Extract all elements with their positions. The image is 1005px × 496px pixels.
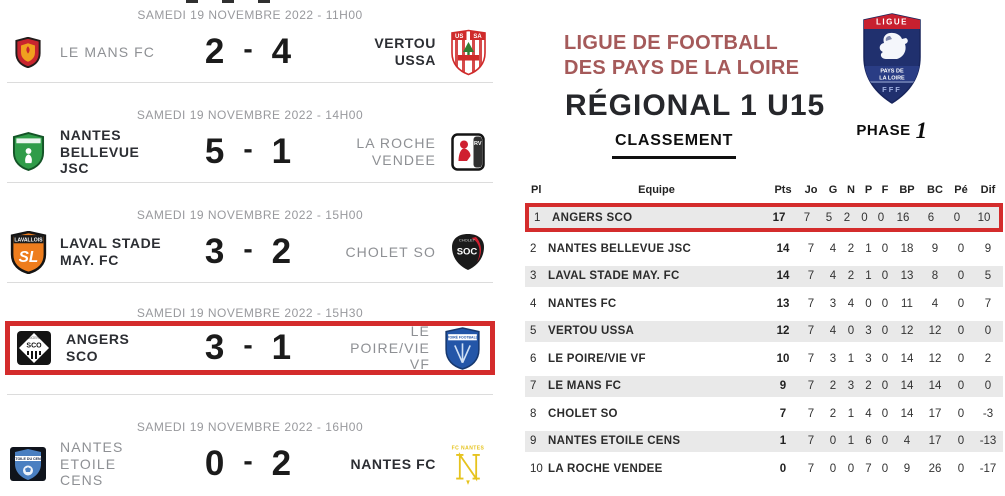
svg-text:US: US xyxy=(454,33,463,40)
rank-cell: 8 xyxy=(530,407,537,420)
away-team-name: CHOLET SO xyxy=(345,243,436,260)
stat-cell: 4 xyxy=(847,297,855,310)
stat-cell: 0 xyxy=(881,407,889,420)
match-divider xyxy=(7,394,493,395)
match-block xyxy=(0,412,500,496)
away-team xyxy=(332,29,488,76)
score-separator: - xyxy=(243,33,253,64)
svg-text:SL: SL xyxy=(18,248,38,266)
table-row xyxy=(525,376,1003,397)
stat-cell: 0 xyxy=(984,325,992,337)
fc-nantes-badge xyxy=(448,440,488,488)
rank-cell: 10 xyxy=(530,462,543,475)
stat-cell: 12 xyxy=(928,352,942,365)
stat-cell: 2 xyxy=(847,270,855,282)
stat-cell: 7 xyxy=(807,462,815,475)
stat-cell: 3 xyxy=(847,380,855,392)
stat-cell: 1 xyxy=(865,270,872,282)
stat-cell: 7 xyxy=(807,352,815,365)
stat-cell: 0 xyxy=(881,462,889,475)
home-score: 0 xyxy=(204,444,225,483)
svg-text:POIRÉ FOOTBALL: POIRÉ FOOTBALL xyxy=(446,335,478,340)
stat-cell: 7 xyxy=(807,242,815,255)
competition-title: RÉGIONAL 1 U15 xyxy=(565,89,826,122)
table-header-f: F xyxy=(881,184,889,196)
table-header-p: P xyxy=(864,184,873,196)
svg-text:SOC: SOC xyxy=(456,246,478,258)
phase-label: PHASE 1 xyxy=(856,118,928,143)
stat-cell: 0 xyxy=(953,211,961,224)
stat-cell: 14 xyxy=(776,270,790,282)
away-team xyxy=(332,323,482,373)
logo-region-line1: PAYS DE xyxy=(880,68,904,75)
stat-cell: 4 xyxy=(829,242,837,255)
stat-cell: 16 xyxy=(896,211,910,224)
stat-cell: 4 xyxy=(829,270,837,282)
home-team xyxy=(8,231,164,274)
table-row xyxy=(525,403,1003,424)
stat-cell: 7 xyxy=(807,435,815,447)
table-header-jo: Jo xyxy=(804,184,818,196)
match-date: SAMEDI 19 NOVEMBRE 2022 - 14H00 xyxy=(136,108,364,122)
le-poire-vie-vf-badge xyxy=(442,327,482,370)
svg-text:SCO: SCO xyxy=(26,342,42,350)
logo-region-line2: LA LOIRE xyxy=(879,75,905,82)
table-body xyxy=(525,203,1003,479)
table-row xyxy=(525,348,1003,369)
stat-cell: 0 xyxy=(957,407,965,420)
stat-cell: 7 xyxy=(807,297,815,310)
match-block xyxy=(0,300,500,412)
table-header-pé: Pé xyxy=(954,184,968,196)
league-logo xyxy=(850,12,934,144)
angers-sco-badge xyxy=(14,330,54,366)
stat-cell: 7 xyxy=(807,407,815,420)
home-team xyxy=(14,330,164,366)
team-name-cell: NANTES ETOILE CENS xyxy=(548,435,681,447)
stat-cell: 7 xyxy=(807,325,815,337)
match-row xyxy=(0,225,500,279)
stat-cell: 6 xyxy=(927,211,935,224)
stat-cell: 7 xyxy=(803,211,811,224)
rank-cell: 7 xyxy=(530,380,537,392)
table-header-bp: BP xyxy=(899,184,915,196)
stat-cell: 2 xyxy=(865,380,872,392)
home-score: 5 xyxy=(204,132,225,171)
stat-cell: 0 xyxy=(957,270,965,282)
team-name-cell: VERTOU USSA xyxy=(548,325,635,337)
stat-cell: 7 xyxy=(865,462,872,475)
table-header-n: N xyxy=(847,184,855,196)
stat-cell: -17 xyxy=(979,462,997,475)
stat-cell: 7 xyxy=(807,270,815,282)
stat-cell: 0 xyxy=(847,462,855,475)
home-team-name: LAVAL STADE MAY. FC xyxy=(60,235,162,268)
nantes-bellevue-jsc-badge xyxy=(8,131,48,172)
away-score: 1 xyxy=(271,328,292,367)
away-team-name: LE POIRE/VIE VF xyxy=(350,322,430,373)
team-name-cell: NANTES FC xyxy=(548,297,617,310)
table-row xyxy=(525,458,1003,479)
svg-text:CHOLET: CHOLET xyxy=(458,237,476,243)
table-row xyxy=(525,321,1003,342)
team-name-cell: CHOLET SO xyxy=(548,407,618,420)
svg-text:RV: RV xyxy=(474,141,482,147)
stat-cell: 12 xyxy=(900,325,914,337)
away-team xyxy=(332,133,488,171)
rank-cell: 4 xyxy=(530,297,537,310)
stat-cell: 7 xyxy=(807,380,815,392)
stat-cell: 5 xyxy=(984,270,992,282)
table-row xyxy=(525,266,1003,287)
phase-number: 1 xyxy=(915,118,928,143)
stat-cell: 14 xyxy=(900,380,914,392)
home-score: 3 xyxy=(204,328,225,367)
match-date: SAMEDI 19 NOVEMBRE 2022 - 11H00 xyxy=(137,8,363,22)
stat-cell: 13 xyxy=(900,270,914,282)
match-score xyxy=(164,232,332,272)
match-block xyxy=(0,200,500,300)
match-row xyxy=(0,125,500,179)
stat-cell: 0 xyxy=(957,380,965,392)
score-separator: - xyxy=(243,233,253,264)
away-score: 2 xyxy=(271,444,292,483)
match-score xyxy=(164,132,332,172)
match-divider xyxy=(7,182,493,183)
stat-cell: 9 xyxy=(779,380,787,392)
stat-cell: 6 xyxy=(865,435,872,447)
match-date: SAMEDI 19 NOVEMBRE 2022 - 15H30 xyxy=(136,306,364,320)
stat-cell: 5 xyxy=(825,211,833,224)
stat-cell: 0 xyxy=(829,462,837,475)
stat-cell: 0 xyxy=(881,352,889,365)
stat-cell: 0 xyxy=(881,297,889,310)
stat-cell: -13 xyxy=(979,435,997,447)
rank-cell: 2 xyxy=(530,242,537,255)
stat-cell: 17 xyxy=(928,407,942,420)
stat-cell: 1 xyxy=(779,435,787,447)
team-name-cell: LAVAL STADE MAY. FC xyxy=(548,270,680,282)
home-team xyxy=(8,127,164,177)
home-score: 3 xyxy=(204,232,225,271)
le-mans-fc-badge xyxy=(8,37,48,68)
match-divider xyxy=(7,82,493,83)
stat-cell: 2 xyxy=(984,352,992,365)
stat-cell: 1 xyxy=(847,435,855,447)
stat-cell: 0 xyxy=(847,325,855,337)
logo-fff-text: FFF xyxy=(882,85,902,94)
rank-cell: 9 xyxy=(530,435,537,447)
laval-stade-mayennais-fc-badge xyxy=(8,231,48,274)
stat-cell: 12 xyxy=(928,325,942,337)
table-row xyxy=(525,293,1003,314)
cholet-so-badge xyxy=(448,232,488,272)
team-name-cell: ANGERS SCO xyxy=(552,211,633,224)
stat-cell: 14 xyxy=(900,407,914,420)
match-list xyxy=(0,0,500,496)
stat-cell: 2 xyxy=(847,242,855,255)
stat-cell: 9 xyxy=(903,462,911,475)
stat-cell: 14 xyxy=(900,352,914,365)
stat-cell: 4 xyxy=(829,325,837,337)
table-header-dif: Dif xyxy=(980,184,996,196)
stat-cell: 26 xyxy=(928,462,942,475)
stat-cell: 3 xyxy=(865,325,872,337)
team-name-cell: LE MANS FC xyxy=(548,380,622,392)
stat-cell: 7 xyxy=(779,407,787,420)
stat-cell: 2 xyxy=(843,211,851,224)
match-block xyxy=(0,100,500,200)
fff-pays-de-la-loire-shield-icon xyxy=(860,12,924,106)
svg-text:ETOILE DU CENS: ETOILE DU CENS xyxy=(12,456,44,461)
stat-cell: 3 xyxy=(829,297,837,310)
stat-cell: 14 xyxy=(776,242,790,255)
rank-cell: 3 xyxy=(530,270,537,282)
match-date: SAMEDI 19 NOVEMBRE 2022 - 16H00 xyxy=(136,420,364,434)
stat-cell: 18 xyxy=(900,242,914,255)
team-name-cell: NANTES BELLEVUE JSC xyxy=(548,242,692,255)
home-team-name: ANGERS SCO xyxy=(66,331,130,364)
match-score xyxy=(164,32,332,72)
score-separator: - xyxy=(243,133,253,164)
stat-cell: 0 xyxy=(865,297,872,310)
league-title-line1: LIGUE DE FOOTBALL xyxy=(564,32,778,54)
away-team xyxy=(332,232,488,272)
stat-cell: 4 xyxy=(903,435,911,447)
stat-cell: 0 xyxy=(861,211,868,224)
stat-cell: 12 xyxy=(776,325,790,337)
stat-cell: 1 xyxy=(865,242,872,255)
stat-cell: 0 xyxy=(881,270,889,282)
match-score xyxy=(164,444,332,484)
home-team-name: LE MANS FC xyxy=(60,43,156,60)
away-score: 1 xyxy=(271,132,292,171)
svg-text:LAVALLOIS: LAVALLOIS xyxy=(13,237,43,244)
home-team xyxy=(8,439,164,489)
stat-cell: 0 xyxy=(957,297,965,310)
standings-table xyxy=(525,180,1003,486)
away-score: 2 xyxy=(271,232,292,271)
home-score: 2 xyxy=(204,32,225,71)
stat-cell: 11 xyxy=(901,297,913,310)
stat-cell: 4 xyxy=(931,297,939,310)
table-header-pts: Pts xyxy=(774,184,792,196)
league-title xyxy=(564,31,799,81)
stat-cell: 0 xyxy=(779,462,787,475)
stat-cell: 0 xyxy=(829,435,837,447)
away-team-name: LA ROCHE VENDEE xyxy=(356,135,436,168)
match-date: SAMEDI 19 NOVEMBRE 2022 - 15H00 xyxy=(136,208,364,222)
logo-band-text: LIGUE xyxy=(876,17,908,27)
stat-cell: 17 xyxy=(928,435,942,447)
stat-cell: -3 xyxy=(982,407,994,420)
stat-cell: 4 xyxy=(865,407,872,420)
vertou-ussa-badge xyxy=(448,29,488,76)
table-row xyxy=(525,238,1003,259)
stat-cell: 0 xyxy=(957,352,965,365)
match-row xyxy=(0,437,500,491)
standings-panel xyxy=(520,0,1005,496)
svg-text:SA: SA xyxy=(472,33,482,40)
stat-cell: 14 xyxy=(928,380,942,392)
stat-cell: 0 xyxy=(957,462,965,475)
away-team-name: VERTOU USSA xyxy=(374,35,436,68)
stat-cell: 3 xyxy=(865,352,872,365)
stat-cell: 1 xyxy=(847,352,855,365)
stat-cell: 1 xyxy=(847,407,855,420)
match-divider xyxy=(7,282,493,283)
table-header-equipe: Equipe xyxy=(638,184,675,196)
stat-cell: 9 xyxy=(931,242,939,255)
match-row xyxy=(0,25,500,79)
stat-cell: 17 xyxy=(772,211,786,224)
stat-cell: 10 xyxy=(776,352,790,365)
home-team-name: NANTES BELLEVUE JSC xyxy=(60,126,140,177)
table-header-pl: Pl xyxy=(531,184,542,196)
table-header-row xyxy=(525,180,1003,200)
results-panel xyxy=(0,0,500,496)
stat-cell: 10 xyxy=(977,211,991,224)
svg-text:ANGERS: ANGERS xyxy=(26,335,42,340)
league-title-line2: DES PAYS DE LA LOIRE xyxy=(564,57,800,79)
stat-cell: 3 xyxy=(829,352,837,365)
stat-cell: 0 xyxy=(984,380,992,392)
stat-cell: 8 xyxy=(931,270,939,282)
stat-cell: 2 xyxy=(829,407,837,420)
score-separator: - xyxy=(243,329,253,360)
away-score: 4 xyxy=(271,32,292,71)
highlighted-table-row xyxy=(525,203,1003,232)
stat-cell: 0 xyxy=(877,211,885,224)
match-block xyxy=(0,0,500,100)
team-name-cell: LE POIRE/VIE VF xyxy=(548,352,646,365)
home-team xyxy=(8,37,164,68)
stat-cell: 0 xyxy=(881,435,889,447)
stat-cell: 0 xyxy=(881,242,889,255)
away-team-name: NANTES FC xyxy=(350,455,436,472)
stat-cell: 13 xyxy=(776,297,790,310)
stat-cell: 0 xyxy=(957,242,965,255)
team-name-cell: LA ROCHE VENDEE xyxy=(548,462,663,475)
stat-cell: 9 xyxy=(984,242,992,255)
home-team-name: NANTES ETOILE CENS xyxy=(60,438,124,489)
classement-heading: CLASSEMENT xyxy=(612,132,736,159)
stat-cell: 2 xyxy=(829,380,837,392)
rank-cell: 6 xyxy=(530,352,537,365)
table-header-g: G xyxy=(828,184,838,196)
rank-cell: 1 xyxy=(534,211,541,224)
stat-cell: 0 xyxy=(881,380,889,392)
la-roche-vendee-badge xyxy=(448,133,488,171)
match-score xyxy=(164,328,332,368)
table-row xyxy=(525,431,1003,452)
score-separator: - xyxy=(243,445,253,476)
stat-cell: 7 xyxy=(984,297,992,310)
nantes-etoile-cens-badge xyxy=(8,444,48,484)
away-team xyxy=(332,440,488,488)
highlighted-match-row xyxy=(5,321,495,375)
stat-cell: 0 xyxy=(957,435,965,447)
svg-text:FC NANTES: FC NANTES xyxy=(451,445,485,452)
stat-cell: 0 xyxy=(957,325,965,337)
stat-cell: 0 xyxy=(881,325,889,337)
rank-cell: 5 xyxy=(530,325,537,337)
table-header-bc: BC xyxy=(927,184,943,196)
